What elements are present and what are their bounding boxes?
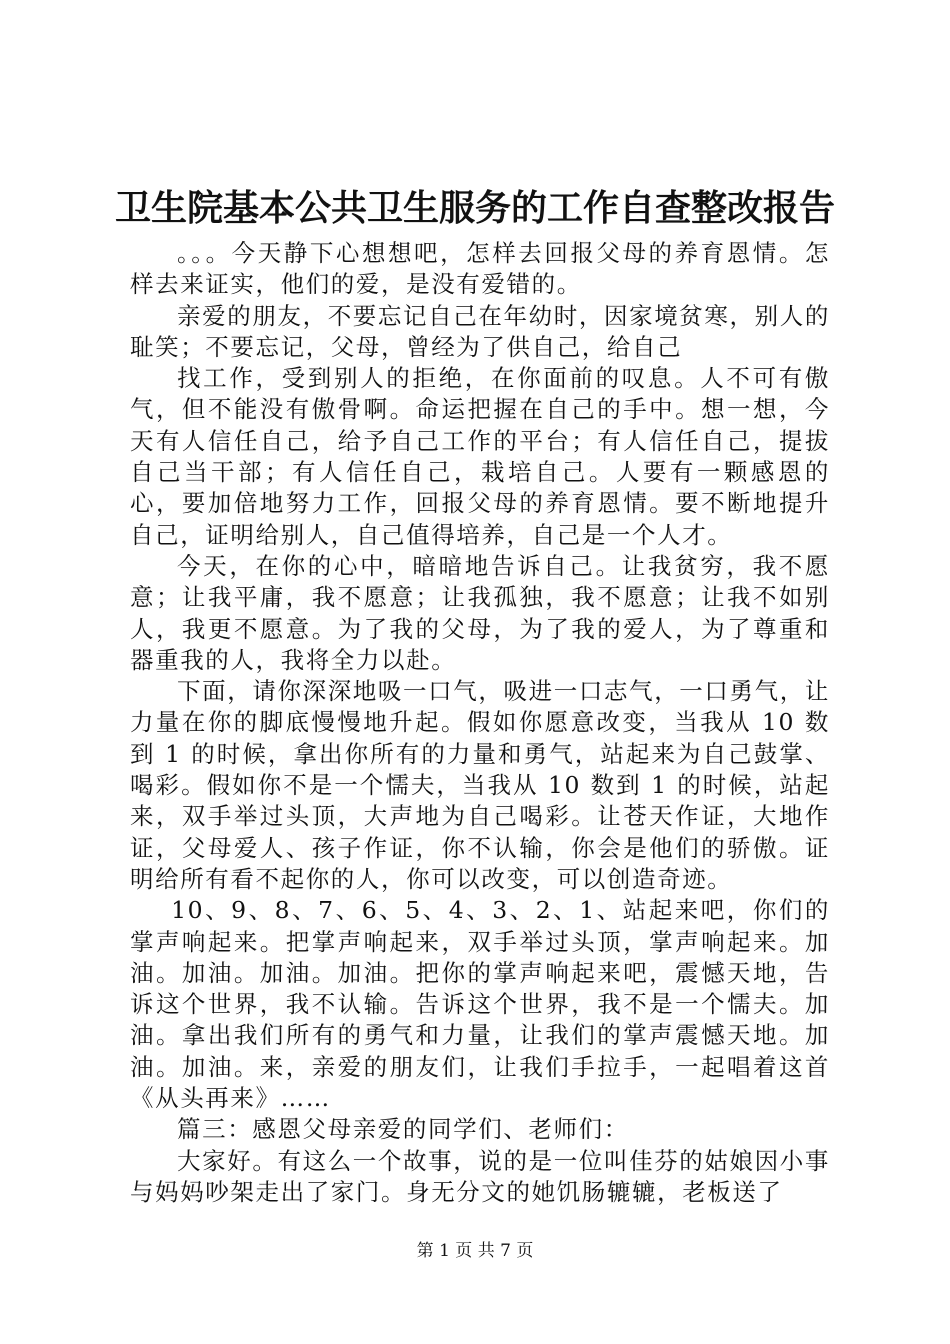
paragraph: 今天，在你的心中，暗暗地告诉自己。让我贫穷，我不愿意；让我平庸，我不愿意；让我孤独，我不愿意；让我不如别人，我更不愿意。为了我的父母，为了我的爱人，为了尊重和器重我的人，我将全力以赴。 xyxy=(130,551,830,674)
paragraph: 10、9、8、7、6、5、4、3、2、1、站起来吧，你们的掌声响起来。把掌声响起来，双手举过头顶，掌声响起来。加油。加油。加油。加油。把你的掌声响起来吧，震憾天地，告诉这个世界，我不认输。告诉这个世界，我不是一个懦夫。加油。拿出我们所有的勇气和力量，让我们的掌声震憾天地。加油。加油。来，亲爱的朋友们，让我们手拉手，一起唱着这首《从头再来》…… xyxy=(130,896,830,1113)
paragraph: 。。。今天静下心想想吧，怎样去回报父母的养育恩情。怎样去来证实，他们的爱，是没有爱错的。 xyxy=(130,239,830,299)
paragraph: 亲爱的朋友，不要忘记自己在年幼时，因家境贫寒，别人的耻笑；不要忘记，父母，曾经为了供自己，给自己 xyxy=(130,301,830,361)
paragraph: 下面，请你深深地吸一口气，吸进一口志气，一口勇气，让力量在你的脚底慢慢地升起。假如你愿意改变，当我从 10 数到 1 的时候，拿出你所有的力量和勇气，站起来为自己鼓掌、喝彩。假如你不是一个懦夫，当我从 10 数到 1 的时候，站起来，双手举过头顶，大声地为自己喝彩。让苍天作证，大地作证，父母爱人、孩子作证，你不认输，你会是他们的骄傲。证明给所有看不起你的人，你可以改变，可以创造奇迹。 xyxy=(130,677,830,893)
document-body xyxy=(130,238,830,1208)
page-footer: 第 1 页 共 7 页 xyxy=(416,1241,534,1261)
paragraph: 大家好。有这么一个故事，说的是一位叫佳芬的姑娘因小事与妈妈吵架走出了家门。身无分文的她饥肠辘辘，老板送了 xyxy=(130,1146,830,1206)
paragraph: 篇三：感恩父母亲爱的同学们、老师们： xyxy=(177,1115,629,1144)
document-title: 卫生院基本公共卫生服务的工作自查整改报告 xyxy=(114,188,835,229)
paragraph: 找工作，受到别人的拒绝，在你面前的叹息。人不可有傲气，但不能没有傲骨啊。命运把握在自己的手中。想一想，今天有人信任自己，给予自己工作的平台；有人信任自己，提拔自己当干部；有人信任自己，栽培自己。人要有一颗感恩的心，要加倍地努力工作，回报父母的养育恩情。要不断地提升自己，证明给别人，自己值得培养，自己是一个人才。 xyxy=(130,364,830,549)
